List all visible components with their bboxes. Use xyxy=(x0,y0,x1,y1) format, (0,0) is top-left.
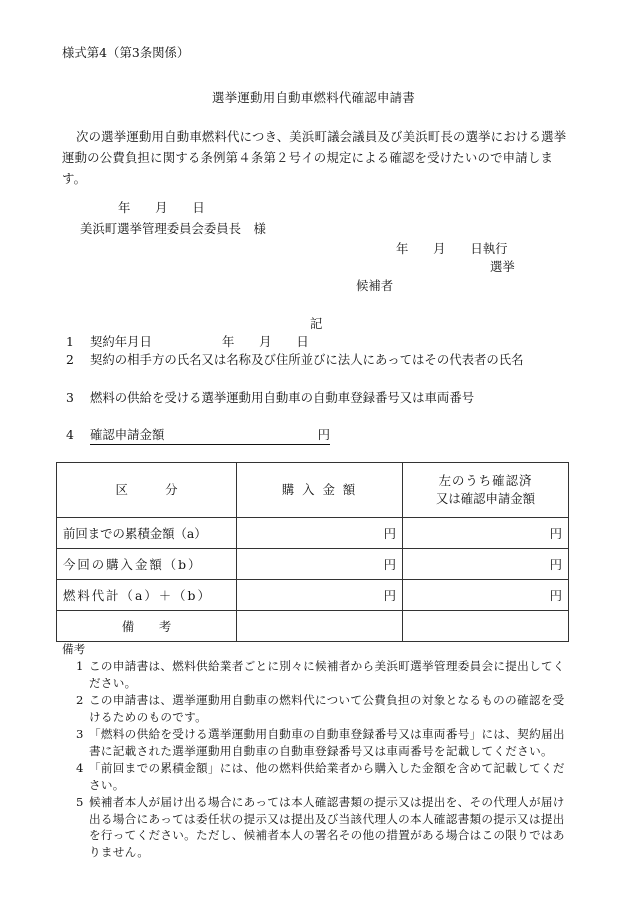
row-current-label xyxy=(57,549,237,580)
item-2-number: 2 xyxy=(66,352,74,367)
row-remarks-confirmed[interactable] xyxy=(403,611,569,642)
item-2-label: 契約の相手方の氏名又は名称及び住所並びに法人にあってはその代表者の氏名 xyxy=(90,352,524,367)
table-row xyxy=(57,611,569,642)
note-item xyxy=(62,760,574,793)
yen-unit: 円 xyxy=(549,557,562,572)
row-cumulative-confirmed[interactable] xyxy=(403,518,569,549)
intro-paragraph xyxy=(62,126,572,189)
row-remarks-label: 備 考 xyxy=(57,611,237,642)
table-row xyxy=(57,549,569,580)
notes-title: 備考 xyxy=(62,642,86,656)
ki-heading: 記 xyxy=(310,316,323,331)
candidate-label: 候補者 xyxy=(356,278,394,293)
table-header-row xyxy=(57,463,569,518)
header-category xyxy=(57,463,237,518)
note-text: 「前回までの累積金額」には、他の燃料供給業者から購入した金額を含めて記載してください。 xyxy=(89,761,565,792)
yen-unit: 円 xyxy=(383,557,396,572)
fuel-cost-table xyxy=(56,462,569,642)
row-total-confirmed[interactable] xyxy=(403,580,569,611)
item-4-number: 4 xyxy=(66,427,74,442)
election-name: 選挙 xyxy=(490,259,515,274)
item-3-number: 3 xyxy=(66,390,74,405)
note-item xyxy=(62,726,574,759)
row-total-purchase[interactable] xyxy=(237,580,403,611)
notes-section xyxy=(62,641,574,861)
row-total-label xyxy=(57,580,237,611)
header-purchase-amount xyxy=(237,463,403,518)
addressee: 美浜町選挙管理委員会委員長 様 xyxy=(80,221,266,236)
table-row xyxy=(57,518,569,549)
yen-unit: 円 xyxy=(549,588,562,603)
item-1-date: 年 月 日 xyxy=(222,334,309,349)
note-text: 「燃料の供給を受ける選挙運動用自動車の自動車登録番号又は車両番号」には、契約届出書に記載された選挙運動用自動車の自動車登録番号又は車両番号を記載してください。 xyxy=(89,727,565,758)
item-4-field xyxy=(90,428,330,445)
row-current-text: 今回の購入金額（b） xyxy=(63,557,203,572)
item-3-label: 燃料の供給を受ける選挙運動用自動車の自動車登録番号又は車両番号 xyxy=(90,390,475,405)
header-category-text: 区 分 xyxy=(115,482,178,497)
form-title: 選挙運動用自動車燃料代確認申請書 xyxy=(212,90,416,105)
note-number: 5 xyxy=(76,795,84,809)
item-4-underline xyxy=(90,428,330,445)
row-total-text: 燃料代計（a）＋（b） xyxy=(63,588,212,603)
note-item xyxy=(62,794,574,860)
row-cumulative-purchase[interactable] xyxy=(237,518,403,549)
row-remarks-purchase[interactable] xyxy=(237,611,403,642)
yen-unit: 円 xyxy=(383,526,396,541)
yen-unit: 円 xyxy=(383,588,396,603)
row-cumulative-label: 前回までの累積金額（a） xyxy=(57,518,237,549)
note-number: 2 xyxy=(76,693,84,707)
item-1-label: 契約年月日 xyxy=(90,334,152,349)
item-1-number: 1 xyxy=(66,334,74,349)
intro-text: 次の選挙運動用自動車燃料代につき、美浜町議会議員及び美浜町長の選挙における選挙運動の公費負担に関する条例第４条第２号イの規定による確認を受けたいので申請します。 xyxy=(62,129,567,186)
yen-unit: 円 xyxy=(549,526,562,541)
header-purchase-amount-text: 購 入 金 額 xyxy=(281,482,358,497)
header-confirmed-amount xyxy=(403,463,569,518)
note-item xyxy=(62,658,574,691)
header-confirmed-line1: 左のうち確認済 xyxy=(438,473,533,488)
form-number: 様式第4（第3条関係） xyxy=(62,45,190,60)
note-number: 1 xyxy=(76,659,84,673)
table-row xyxy=(57,580,569,611)
note-text: この申請書は、燃料供給業者ごとに別々に候補者から美浜町選挙管理委員会に提出してください。 xyxy=(89,659,565,690)
item-4-unit: 円 xyxy=(317,427,330,442)
note-text: この申請書は、選挙運動用自動車の燃料代について公費負担の対象となるものの確認を受けるためのものです。 xyxy=(89,693,565,724)
header-confirmed-line2: 又は確認申請金額 xyxy=(435,491,536,506)
item-4-label: 確認申請金額 xyxy=(90,427,165,442)
row-current-purchase[interactable] xyxy=(237,549,403,580)
note-number: 4 xyxy=(76,761,84,775)
row-current-confirmed[interactable] xyxy=(403,549,569,580)
application-date: 年 月 日 xyxy=(118,200,205,215)
note-number: 3 xyxy=(76,727,84,741)
note-text: 候補者本人が届け出る場合にあっては本人確認書類の提示又は提出を、その代理人が届け出る場合にあっては委任状の提示又は提出及び当該代理人の本人確認書類の提示又は提出を行ってください。ただし、候補者本人の署名その他の措置がある場合はこの限りではありません。 xyxy=(89,795,565,859)
election-date: 年 月 日執行 xyxy=(396,241,508,256)
note-item xyxy=(62,692,574,725)
